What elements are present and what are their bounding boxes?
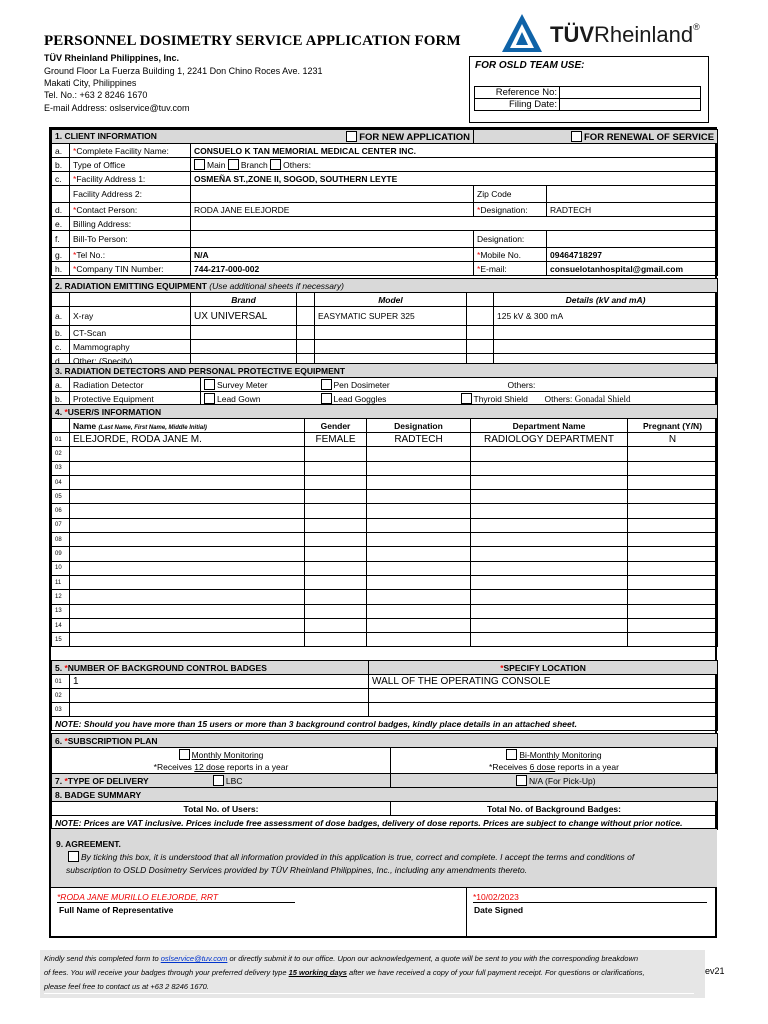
row-number: 05	[52, 490, 70, 504]
table-row	[52, 561, 718, 575]
user-department-field[interactable]	[471, 575, 628, 589]
user-name-field[interactable]	[70, 518, 305, 532]
mammography-details-field[interactable]	[494, 340, 718, 354]
user-department-field[interactable]	[471, 618, 628, 632]
user-designation-field[interactable]	[367, 518, 471, 532]
designation-label: *Designation:	[474, 203, 547, 217]
user-gender-field[interactable]	[305, 518, 367, 532]
row-number: 11	[52, 575, 70, 589]
contact-person-label: *Contact Person:	[70, 203, 191, 217]
user-designation-field[interactable]: RADTECH	[367, 433, 471, 447]
footer-instructions: Kindly send this completed form to oslservice@tuv.com or directly submit it to our office. Upon our acknowledgement, a quote will be sent to you with the corresponding breakdown of fees. You will receive your badges through your preferred delivery type 15 working days after we have received a copy of your full payment receipt. For questions or clarifications, please feel free to contact us at +63 2 8246 1670.	[40, 950, 705, 998]
user-pregnant-field[interactable]	[628, 533, 718, 547]
mobile-field[interactable]: 09464718297	[547, 248, 718, 262]
user-gender-field[interactable]	[305, 575, 367, 589]
form-title: PERSONNEL DOSIMETRY SERVICE APPLICATION FORM	[44, 33, 461, 49]
date-signed-label: Date Signed	[474, 905, 524, 915]
table-row	[52, 447, 718, 461]
user-designation-field[interactable]	[367, 504, 471, 518]
row-letter: c.	[52, 172, 70, 186]
user-pregnant-field[interactable]	[628, 604, 718, 618]
company-address-1: Ground Floor La Fuerza Building 1, 2241 Don Chino Roces Ave. 1231	[44, 66, 323, 76]
user-designation-field[interactable]	[367, 575, 471, 589]
user-department-field[interactable]	[471, 604, 628, 618]
user-gender-field[interactable]: FEMALE	[305, 433, 367, 447]
user-name-field[interactable]	[70, 618, 305, 632]
monthly-checkbox[interactable]	[179, 749, 190, 760]
row-number: 02	[52, 689, 70, 703]
user-department-field[interactable]	[471, 633, 628, 647]
protective-equipment-label: Protective Equipment	[70, 392, 201, 406]
facility-name-label: *Complete Facility Name:	[70, 144, 191, 158]
pregnant-header: Pregnant (Y/N)	[628, 419, 718, 433]
pen-dosimeter-checkbox[interactable]	[321, 379, 332, 390]
branch-checkbox[interactable]	[228, 159, 239, 170]
badge-count-field[interactable]	[70, 689, 369, 703]
user-department-field[interactable]	[471, 447, 628, 461]
zip-code-label: Zip Code	[474, 186, 547, 203]
user-department-field[interactable]	[471, 518, 628, 532]
radiation-detector-label: Radiation Detector	[70, 378, 201, 392]
table-row	[52, 475, 718, 489]
table-row	[52, 675, 718, 689]
billing-address-label: Billing Address:	[70, 217, 191, 231]
renewal-checkbox[interactable]	[571, 131, 582, 142]
users-table	[51, 404, 718, 647]
ctscan-model-field[interactable]	[315, 326, 467, 340]
user-designation-field[interactable]	[367, 490, 471, 504]
row-letter: d.	[52, 203, 70, 217]
section-8-title: 8. BADGE SUMMARY	[52, 788, 718, 802]
zip-code-field[interactable]	[547, 186, 718, 203]
user-gender-field[interactable]	[305, 533, 367, 547]
prices-note: NOTE: Prices are VAT inclusive. Prices include free assessment of dose badges, delivery of dose reports. Prices are subject to change without prior notice.	[52, 816, 718, 830]
user-gender-field[interactable]	[305, 475, 367, 489]
user-department-field[interactable]	[471, 561, 628, 575]
user-pregnant-field[interactable]	[628, 547, 718, 561]
table-row	[52, 518, 718, 532]
user-pregnant-field[interactable]	[628, 575, 718, 589]
total-users-label: Total No. of Users:	[52, 802, 391, 816]
name-header: Name (Last Name, First Name, Middle Initial)	[70, 419, 305, 433]
user-name-field[interactable]	[70, 547, 305, 561]
user-gender-field[interactable]	[305, 604, 367, 618]
row-number: 09	[52, 547, 70, 561]
specify-location-title: *SPECIFY LOCATION	[369, 661, 718, 675]
mobile-label: *Mobile No.	[474, 248, 547, 262]
row-letter: a.	[52, 307, 70, 326]
total-bg-badges-label: Total No. of Background Badges:	[391, 802, 718, 816]
facility-name-field[interactable]: CONSUELO K TAN MEMORIAL MEDICAL CENTER INC.	[191, 144, 718, 158]
user-name-field[interactable]	[70, 504, 305, 518]
user-gender-field[interactable]	[305, 561, 367, 575]
thyroid-shield-checkbox[interactable]	[461, 393, 472, 404]
user-gender-field[interactable]	[305, 590, 367, 604]
badge-location-field[interactable]	[369, 703, 718, 717]
user-designation-field[interactable]	[367, 561, 471, 575]
user-pregnant-field[interactable]	[628, 518, 718, 532]
badge-count-field[interactable]	[70, 703, 369, 717]
row-letter: h.	[52, 262, 70, 276]
email-field[interactable]: consuelotanhospital@gmail.com	[547, 262, 718, 276]
lead-gown-checkbox[interactable]	[204, 393, 215, 404]
tin-field[interactable]: 744-217-000-002	[191, 262, 474, 276]
details-header: Details (kV and mA)	[494, 293, 718, 307]
filing-date-field[interactable]	[560, 99, 701, 111]
email-label: *E-mail:	[474, 262, 547, 276]
xray-details-field[interactable]: 125 kV & 300 mA	[494, 307, 718, 326]
representative-name-field[interactable]: *RODA JANE MURILLO ELEJORDE, RRT	[57, 892, 219, 902]
xray-model-field[interactable]: EASYMATIC SUPER 325	[315, 307, 467, 326]
monthly-option: Monthly Monitoring *Receives 12 dose reports in a year	[52, 748, 391, 774]
row-letter: a.	[52, 144, 70, 158]
facility-address-2-label: Facility Address 2:	[70, 186, 191, 203]
reference-label: Reference No:	[475, 87, 560, 99]
row-number: 06	[52, 504, 70, 518]
table-row	[52, 504, 718, 518]
ctscan-brand-field[interactable]	[191, 326, 297, 340]
mammography-model-field[interactable]	[315, 340, 467, 354]
table-row	[52, 533, 718, 547]
row-number: 10	[52, 561, 70, 575]
office-type-options: Main Branch Others:	[191, 158, 718, 172]
new-application-label: FOR NEW APPLICATION	[359, 131, 471, 143]
table-row	[52, 703, 718, 717]
row-number: 03	[52, 703, 70, 717]
row-letter: c.	[52, 340, 70, 354]
pickup-label: N/A (For Pick-Up)	[529, 776, 596, 786]
company-address-2: Makati City, Philippines	[44, 78, 137, 88]
user-name-field[interactable]	[70, 490, 305, 504]
lbc-checkbox[interactable]	[213, 775, 224, 786]
row-number: 01	[52, 433, 70, 447]
user-designation-field[interactable]	[367, 604, 471, 618]
row-number: 15	[52, 633, 70, 647]
detector-others-label: Others:	[458, 378, 718, 392]
user-designation-field[interactable]	[367, 461, 471, 475]
user-designation-field[interactable]	[367, 547, 471, 561]
user-pregnant-field[interactable]	[628, 447, 718, 461]
detectors-table: 3. RADIATION DETECTORS AND PERSONAL PROTECTIVE EQUIPMENT a. Radiation Detector Survey Meter Pen Dosimeter Others: b. Protective Equipment Lead Gown Lead Goggles Thyroid Shield Others: Gonadal Shield	[51, 363, 718, 406]
section-3-title: 3. RADIATION DETECTORS AND PERSONAL PROTECTIVE EQUIPMENT	[52, 364, 718, 378]
tel-field[interactable]: N/A	[191, 248, 474, 262]
xray-brand-field[interactable]: UX UNIVERSAL	[191, 307, 297, 326]
table-row	[52, 547, 718, 561]
user-designation-field[interactable]	[367, 618, 471, 632]
row-number: 08	[52, 533, 70, 547]
table-row	[52, 618, 718, 632]
user-gender-field[interactable]	[305, 504, 367, 518]
row-number: 04	[52, 475, 70, 489]
mammography-label: Mammography	[70, 340, 191, 354]
row-letter: b.	[52, 326, 70, 340]
user-department-field[interactable]	[471, 461, 628, 475]
table-row	[52, 433, 718, 447]
user-name-field[interactable]	[70, 533, 305, 547]
row-number: 02	[52, 447, 70, 461]
user-name-field[interactable]: ELEJORDE, RODA JANE M.	[70, 433, 305, 447]
user-gender-field[interactable]	[305, 633, 367, 647]
row-number: 07	[52, 518, 70, 532]
bill-to-field[interactable]	[191, 231, 474, 248]
bill-to-designation-label: Designation:	[474, 231, 547, 248]
user-gender-field[interactable]	[305, 547, 367, 561]
user-department-field[interactable]	[471, 533, 628, 547]
date-signed-field[interactable]: *10/02/2023	[473, 892, 519, 902]
lead-goggles-checkbox[interactable]	[321, 393, 332, 404]
row-number: 03	[52, 461, 70, 475]
model-header: Model	[315, 293, 467, 307]
survey-meter-checkbox[interactable]	[204, 379, 215, 390]
user-pregnant-field[interactable]	[628, 633, 718, 647]
company-email: E-mail Address: oslservice@tuv.com	[44, 103, 190, 113]
user-name-field[interactable]	[70, 575, 305, 589]
filing-date-label: Filing Date:	[475, 99, 560, 111]
department-header: Department Name	[471, 419, 628, 433]
bill-to-designation-field[interactable]	[547, 231, 718, 248]
user-department-field[interactable]	[471, 490, 628, 504]
subscription-table	[51, 733, 718, 830]
agreement-title: 9. AGREEMENT.	[56, 839, 121, 849]
row-letter: a.	[52, 378, 70, 392]
badge-location-field[interactable]: WALL OF THE OPERATING CONSOLE	[369, 675, 718, 689]
facility-address-1-label: *Facility Address 1:	[70, 172, 191, 186]
table-row	[52, 590, 718, 604]
row-number: 12	[52, 590, 70, 604]
representative-label: Full Name of Representative	[59, 905, 174, 915]
table-row	[52, 633, 718, 647]
table-row	[52, 461, 718, 475]
row-number: 14	[52, 618, 70, 632]
agreement-checkbox[interactable]	[68, 851, 79, 862]
other-equipment-label: Other: (Specify)	[70, 354, 191, 368]
oslservice-email-link[interactable]: oslservice@tuv.com	[160, 954, 228, 963]
section-5-title: 5. *NUMBER OF BACKGROUND CONTROL BADGES	[52, 661, 369, 675]
renewal-label: FOR RENEWAL OF SERVICE	[584, 131, 715, 143]
table-row	[52, 490, 718, 504]
protective-others-field[interactable]: Gonadal Shield	[574, 393, 631, 404]
mammography-brand-field[interactable]	[191, 340, 297, 354]
user-department-field[interactable]	[471, 504, 628, 518]
pickup-checkbox[interactable]	[516, 775, 527, 786]
user-pregnant-field[interactable]	[628, 461, 718, 475]
reference-field[interactable]	[560, 87, 701, 99]
facility-address-1-field[interactable]: OSMEÑA ST.,ZONE II, SOGOD, SOUTHERN LEYTE	[191, 172, 718, 186]
users-limit-note: NOTE: Should you have more than 15 users or more than 3 background control badges, kindly place details in an attached sheet.	[52, 717, 718, 731]
footer-divider	[44, 993, 694, 994]
main-checkbox[interactable]	[194, 159, 205, 170]
brand-header: Brand	[191, 293, 297, 307]
osld-team-title: FOR OSLD TEAM USE:	[475, 60, 585, 71]
row-letter: g.	[52, 248, 70, 262]
user-designation-field[interactable]	[367, 447, 471, 461]
contact-person-field[interactable]: RODA JANE ELEJORDE	[191, 203, 474, 217]
user-pregnant-field[interactable]: N	[628, 433, 718, 447]
user-pregnant-field[interactable]	[628, 504, 718, 518]
user-name-field[interactable]	[70, 447, 305, 461]
equipment-table	[51, 278, 718, 368]
row-letter: e.	[52, 217, 70, 231]
client-information-table	[51, 129, 718, 276]
background-badges-table	[51, 660, 718, 731]
badge-location-field[interactable]	[369, 689, 718, 703]
bimonthly-checkbox[interactable]	[506, 749, 517, 760]
row-letter: f.	[52, 231, 70, 248]
tuv-logo-icon	[500, 12, 544, 54]
office-type-label: Type of Office	[70, 158, 191, 172]
user-designation-field[interactable]	[367, 633, 471, 647]
row-number: 01	[52, 675, 70, 689]
billing-address-field[interactable]	[191, 217, 718, 231]
tuv-logo-text: TÜVRheinland®	[550, 22, 700, 47]
section-4-title: 4. *USER/S INFORMATION	[52, 405, 718, 419]
facility-address-2-field[interactable]	[191, 186, 474, 203]
user-pregnant-field[interactable]	[628, 618, 718, 632]
user-department-field[interactable]	[471, 547, 628, 561]
row-letter: b.	[52, 158, 70, 172]
signature-divider	[466, 888, 467, 937]
tin-label: *Company TIN Number:	[70, 262, 191, 276]
user-pregnant-field[interactable]	[628, 590, 718, 604]
user-name-field[interactable]	[70, 590, 305, 604]
ctscan-label: CT-Scan	[70, 326, 191, 340]
user-designation-field[interactable]	[367, 590, 471, 604]
user-pregnant-field[interactable]	[628, 490, 718, 504]
revision-label: ev21	[705, 966, 725, 976]
user-department-field[interactable]	[471, 590, 628, 604]
bill-to-label: Bill-To Person:	[70, 231, 191, 248]
table-row	[52, 575, 718, 589]
representative-line	[57, 902, 295, 903]
table-row	[52, 604, 718, 618]
user-name-field[interactable]	[70, 461, 305, 475]
tel-label: *Tel No.:	[70, 248, 191, 262]
gender-header: Gender	[305, 419, 367, 433]
agreement-text-1: By ticking this box, it is understood that all information provided in this application is true, correct and complete. I accept the terms and conditions of	[68, 851, 634, 862]
user-name-field[interactable]	[70, 475, 305, 489]
user-pregnant-field[interactable]	[628, 561, 718, 575]
row-number: 13	[52, 604, 70, 618]
user-department-field[interactable]	[471, 475, 628, 489]
designation-field[interactable]: RADTECH	[547, 203, 718, 217]
new-application-checkbox[interactable]	[346, 131, 357, 142]
section-7-title: 7. *TYPE OF DELIVERY LBC	[52, 774, 391, 788]
company-tel: Tel. No.: +63 2 8246 1670	[44, 90, 148, 100]
bimonthly-option: Bi-Monthly Monitoring *Receives 6 dose reports in a year	[391, 748, 718, 774]
badge-count-field[interactable]: 1	[70, 675, 369, 689]
osld-team-table	[474, 86, 701, 111]
section-2-title: 2. RADIATION EMITTING EQUIPMENT (Use additional sheets if necessary)	[52, 279, 718, 293]
others-checkbox[interactable]	[270, 159, 281, 170]
user-pregnant-field[interactable]	[628, 475, 718, 489]
user-gender-field[interactable]	[305, 618, 367, 632]
company-name: TÜV Rheinland Philippines, Inc.	[44, 53, 180, 63]
table-row	[52, 689, 718, 703]
row-letter: d.	[52, 354, 70, 368]
user-department-field[interactable]: RADIOLOGY DEPARTMENT	[471, 433, 628, 447]
user-name-field[interactable]	[70, 561, 305, 575]
user-name-field[interactable]	[70, 604, 305, 618]
date-line	[473, 902, 707, 903]
row-letter: b.	[52, 392, 70, 406]
section-6-title: 6. *SUBSCRIPTION PLAN	[52, 734, 718, 748]
user-gender-field[interactable]	[305, 490, 367, 504]
xray-label: X-ray	[70, 307, 191, 326]
ctscan-details-field[interactable]	[494, 326, 718, 340]
agreement-text-2: subscription to OSLD Dosimetry Services provided by TÜV Rheinland Philippines, Inc., including any amendments thereto.	[66, 865, 528, 875]
user-designation-field[interactable]	[367, 533, 471, 547]
user-name-field[interactable]	[70, 633, 305, 647]
section-1-title: 1. CLIENT INFORMATION FOR NEW APPLICATION	[52, 130, 474, 144]
user-designation-field[interactable]	[367, 475, 471, 489]
designation-header: Designation	[367, 419, 471, 433]
user-gender-field[interactable]	[305, 447, 367, 461]
protective-others-label: Others:	[544, 393, 573, 404]
user-gender-field[interactable]	[305, 461, 367, 475]
